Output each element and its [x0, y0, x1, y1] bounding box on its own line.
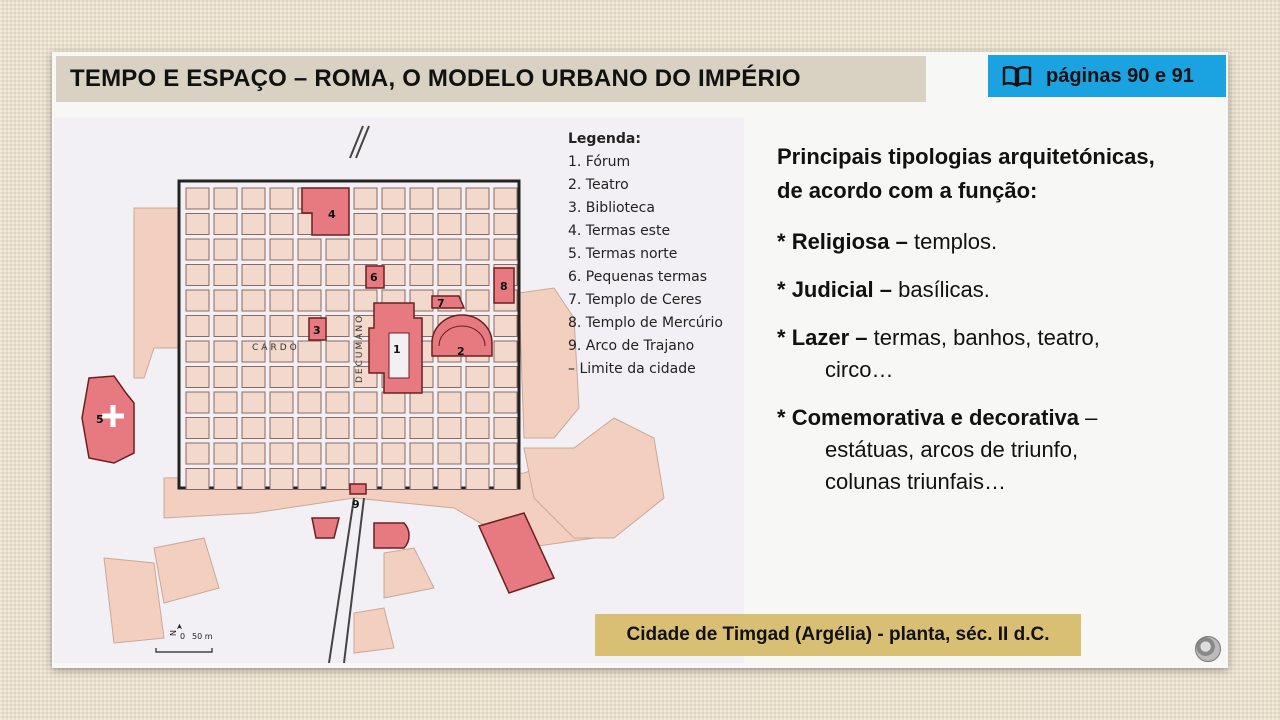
city-block [214, 418, 237, 439]
legend [568, 131, 723, 377]
city-block [410, 469, 433, 490]
item-continuation-2: colunas triunfais… [825, 469, 1006, 494]
city-block [354, 239, 377, 260]
city-block [438, 469, 461, 490]
map-caption [595, 614, 1081, 656]
city-block [186, 239, 209, 260]
city-block [242, 214, 265, 235]
city-block [214, 188, 237, 209]
marker-forum: 1 [393, 343, 401, 356]
city-block [466, 290, 489, 311]
city-block [326, 239, 349, 260]
city-block [214, 392, 237, 413]
legend-item-4: 4. Termas este [568, 223, 671, 239]
city-block [214, 443, 237, 464]
bullet: * [777, 229, 786, 254]
legend-item-8: 8. Templo de Mercúrio [568, 315, 723, 331]
city-block [382, 188, 405, 209]
city-block [214, 316, 237, 337]
city-block [438, 214, 461, 235]
city-block [326, 469, 349, 490]
city-block [466, 367, 489, 388]
bullet: * [777, 405, 786, 430]
city-block [326, 418, 349, 439]
marker-templo-ceres: 7 [437, 297, 445, 310]
city-block [466, 418, 489, 439]
city-block [214, 341, 237, 362]
city-block [326, 443, 349, 464]
bullet: * [777, 325, 786, 350]
city-block [494, 443, 517, 464]
south-building-1 [374, 523, 409, 548]
city-block [466, 239, 489, 260]
city-block [410, 239, 433, 260]
city-block [466, 188, 489, 209]
city-block [410, 392, 433, 413]
item-lazer [777, 322, 1217, 386]
city-block [354, 188, 377, 209]
north-arrow-icon: ➤ [175, 623, 184, 630]
city-block [494, 239, 517, 260]
city-block [494, 418, 517, 439]
item-judicial [777, 274, 1217, 306]
marker-templo-mercurio: 8 [500, 280, 508, 293]
item-key: Judicial – [791, 277, 892, 302]
city-block [382, 418, 405, 439]
city-block [186, 316, 209, 337]
city-block [186, 214, 209, 235]
city-block [382, 392, 405, 413]
street-cardo-label: CARDO [252, 343, 300, 353]
city-block [214, 367, 237, 388]
city-block [326, 392, 349, 413]
city-block [494, 214, 517, 235]
legend-item-3: 3. Biblioteca [568, 200, 655, 216]
city-block [270, 316, 293, 337]
city-block [466, 392, 489, 413]
area-s1 [384, 548, 434, 598]
city-block [438, 392, 461, 413]
city-block [494, 188, 517, 209]
city-block [298, 367, 321, 388]
title-bar [56, 56, 926, 102]
city-block [382, 469, 405, 490]
city-block [214, 214, 237, 235]
city-block [270, 443, 293, 464]
pages-label: páginas 90 e 91 [1046, 64, 1194, 87]
city-block [326, 290, 349, 311]
city-block [270, 239, 293, 260]
heading-line-1: Principais tipologias arquitetónicas, [777, 144, 1155, 169]
city-block [382, 443, 405, 464]
city-block [354, 443, 377, 464]
city-block [298, 469, 321, 490]
city-block [186, 265, 209, 286]
city-block [214, 265, 237, 286]
city-block [214, 469, 237, 490]
city-block [466, 214, 489, 235]
area-s2 [354, 608, 394, 653]
city-block [270, 214, 293, 235]
item-key: Religiosa – [791, 229, 908, 254]
area-sw1 [154, 538, 219, 603]
city-block [410, 214, 433, 235]
city-block [466, 265, 489, 286]
city-block [242, 188, 265, 209]
city-block [298, 392, 321, 413]
city-block [242, 443, 265, 464]
item-key: Comemorativa e decorativa [791, 405, 1080, 430]
city-block [494, 341, 517, 362]
city-block [298, 265, 321, 286]
item-religiosa [777, 226, 1217, 258]
city-block [242, 418, 265, 439]
city-block [410, 418, 433, 439]
city-block [242, 316, 265, 337]
city-block [186, 418, 209, 439]
city-block [186, 392, 209, 413]
item-text: – [1085, 405, 1098, 430]
legend-item-10: – Limite da cidade [568, 361, 696, 377]
content-panel [777, 140, 1217, 514]
city-block [494, 392, 517, 413]
item-text: basílicas. [898, 277, 990, 302]
city-block [242, 290, 265, 311]
scale-bar [156, 648, 212, 652]
city-block [494, 469, 517, 490]
city-block [438, 188, 461, 209]
item-key: Lazer – [791, 325, 868, 350]
city-block [326, 367, 349, 388]
legend-title: Legenda: [568, 131, 641, 147]
legend-item-9: 9. Arco de Trajano [568, 338, 695, 354]
item-text: termas, banhos, teatro, [873, 325, 1100, 350]
city-block [270, 418, 293, 439]
marker-arco-trajano: 9 [352, 498, 360, 511]
city-block [466, 469, 489, 490]
arco-trajano-building [350, 484, 366, 494]
city-block [270, 367, 293, 388]
city-block [298, 239, 321, 260]
north-label: N [169, 630, 178, 636]
legend-item-5: 5. Termas norte [568, 246, 678, 262]
heading-line-2: de acordo com a função: [777, 178, 1038, 203]
city-block [298, 341, 321, 362]
area-west [134, 208, 179, 378]
city-block [270, 265, 293, 286]
city-block [298, 443, 321, 464]
city-plan-svg [54, 118, 744, 663]
north-road [350, 126, 369, 158]
city-block [242, 239, 265, 260]
caption-text: Cidade de Timgad (Argélia) - planta, séc. II d.C. [626, 624, 1050, 645]
city-block [326, 316, 349, 337]
area-sw2 [104, 558, 164, 643]
city-block [270, 392, 293, 413]
city-block [354, 418, 377, 439]
item-continuation: estátuas, arcos de triunfo, [825, 437, 1079, 462]
city-block [494, 316, 517, 337]
marker-teatro: 2 [457, 345, 465, 358]
city-block [298, 290, 321, 311]
termas-norte-building [82, 376, 134, 463]
street-decumano-label: DECUMANO [355, 313, 365, 383]
marker-pequenas-termas: 6 [370, 271, 378, 284]
marker-termas-este: 4 [328, 208, 336, 221]
city-block [354, 214, 377, 235]
city-block [410, 265, 433, 286]
marker-biblioteca: 3 [313, 324, 321, 337]
content-heading [777, 140, 1217, 208]
city-block [410, 188, 433, 209]
item-continuation: circo… [825, 357, 894, 382]
legend-item-7: 7. Templo de Ceres [568, 292, 702, 308]
marker-termas-norte: 5 [96, 413, 104, 426]
city-block [270, 188, 293, 209]
slide-title: TEMPO E ESPAÇO – ROMA, O MODELO URBANO DO IMPÉRIO [70, 65, 801, 92]
city-block [186, 469, 209, 490]
south-building-2 [312, 518, 339, 538]
scale-zero: 0 [180, 632, 186, 641]
city-block [270, 290, 293, 311]
city-block [466, 443, 489, 464]
city-block [242, 392, 265, 413]
slide-nav-button[interactable] [1195, 636, 1221, 662]
city-block [438, 239, 461, 260]
book-icon [1002, 65, 1032, 87]
city-block [382, 265, 405, 286]
city-block [438, 443, 461, 464]
city-block [382, 239, 405, 260]
city-block [354, 392, 377, 413]
city-block [186, 290, 209, 311]
city-block [242, 469, 265, 490]
city-block [186, 443, 209, 464]
city-block [186, 341, 209, 362]
city-block [410, 443, 433, 464]
city-block [214, 239, 237, 260]
city-block [326, 341, 349, 362]
city-block [494, 367, 517, 388]
city-block [326, 265, 349, 286]
legend-item-2: 2. Teatro [568, 177, 629, 193]
city-block [438, 265, 461, 286]
city-block [438, 418, 461, 439]
city-block [242, 265, 265, 286]
scale-label: 50 m [192, 632, 213, 641]
pages-badge [988, 55, 1226, 97]
city-block [298, 418, 321, 439]
city-block [214, 290, 237, 311]
city-block [270, 469, 293, 490]
city-block [438, 367, 461, 388]
city-plan-map [54, 118, 744, 663]
bullet: * [777, 277, 786, 302]
city-block [186, 188, 209, 209]
item-text: templos. [913, 229, 998, 254]
item-comemorativa [777, 402, 1217, 498]
city-block [382, 214, 405, 235]
legend-item-1: 1. Fórum [568, 154, 631, 170]
city-block [242, 367, 265, 388]
legend-item-6: 6. Pequenas termas [568, 269, 708, 285]
city-block [186, 367, 209, 388]
